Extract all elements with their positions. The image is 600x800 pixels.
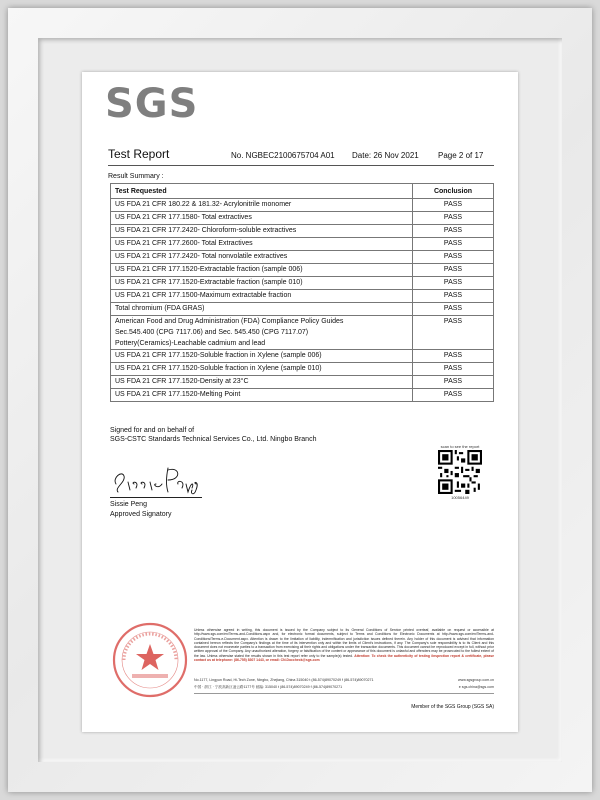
test-cell: US FDA 21 CFR 177.1520-Extractable fraction (sample 006) [111, 264, 413, 277]
sgs-logo: SGS [105, 81, 199, 127]
test-cell: US FDA 21 CFR 177.1520-Extractable fraction (sample 010) [111, 277, 413, 290]
test-cell: US FDA 21 CFR 177.1520-Density at 23°C [111, 376, 413, 389]
table-row [111, 225, 494, 238]
results-table [110, 183, 494, 402]
address-english [194, 678, 494, 682]
column-conclusion: Conclusion [413, 184, 494, 199]
signatory-block [110, 500, 171, 520]
conclusion-cell: PASS [413, 389, 494, 402]
conclusion-cell: PASS [413, 251, 494, 264]
signed-company: SGS-CSTC Standards Technical Services Co., Ltd. Ningbo Branch [110, 436, 317, 443]
test-cell: US FDA 21 CFR 177.1520-Soluble fraction in Xylene (sample 006) [111, 350, 413, 363]
conclusion-cell: PASS [413, 316, 494, 350]
report-number: No. NGBEC2100675704 A01 [231, 151, 335, 160]
test-cell: US FDA 21 CFR 177.2600- Total Extractives [111, 238, 413, 251]
table-row [111, 212, 494, 225]
conclusion-cell: PASS [413, 303, 494, 316]
report-title: Test Report [108, 147, 170, 161]
test-cell: US FDA 21 CFR 177.1500-Maximum extractable fraction [111, 290, 413, 303]
test-cell: US FDA 21 CFR 177.1520-Soluble fraction in Xylene (sample 010) [111, 363, 413, 376]
table-row [111, 350, 494, 363]
test-cell-multiline [111, 316, 413, 350]
table-row [111, 389, 494, 402]
conclusion-cell: PASS [413, 363, 494, 376]
conclusion-cell: PASS [413, 264, 494, 277]
footer-divider [194, 693, 494, 694]
conclusion-cell: PASS [413, 290, 494, 303]
test-cell: US FDA 21 CFR 180.22 & 181.32- Acrylonitrile monomer [111, 199, 413, 212]
table-header-row [111, 184, 494, 199]
terms-text: Unless otherwise agreed in writing, this document is issued by the Company subject to its General Conditions of Service printed overleaf, available on request or accessible at http://www.sgs.com/en/Terms-and-Conditions.aspx and, for electronic format documents, subject to Terms and Conditions for Electronic Documents at http://www.sgs.com/en/Terms-and-Conditions/Terms-e-Document.aspx. Attention is drawn to the limitation of liability, indemnification and jurisdiction issues defined therein. Any holder of this document is advised that information contained hereon reflects the Company's findings at the time of its intervention only and within the limits of Client's instructions, if any. The Company's sole responsibility is to its Client and this document does not exonerate parties to a transaction from exercising all their rights and obligations under the transaction documents. This document cannot be reproduced except in full, without prior written approval of the Company. Any unauthorized alteration, forgery or falsification of the content or appearance of this document is unlawful and offenders may be prosecuted to the fullest extent of the law. Unless otherwise stated the results shown in this test report refer only to the sample(s) tested. [194, 628, 494, 658]
conclusion-cell: PASS [413, 212, 494, 225]
test-cell: Total chromium (FDA GRAS) [111, 303, 413, 316]
conclusion-cell: PASS [413, 277, 494, 290]
member-statement: Member of the SGS Group (SGS SA) [411, 704, 494, 710]
qr-code-icon[interactable] [438, 450, 482, 494]
address-zh-text: 中国 · 浙江 · 宁波高新区凌云路1177号 邮编: 315040 t (86-574)89070249 f (86-574)89070271 [194, 685, 343, 689]
test-line: Pottery(Ceramics)-Leachable cadmium and lead [115, 340, 266, 347]
test-cell: US FDA 21 CFR 177.1520-Melting Point [111, 389, 413, 402]
conclusion-cell: PASS [413, 225, 494, 238]
table-row [111, 251, 494, 264]
handwritten-signature [110, 462, 200, 496]
table-row [111, 277, 494, 290]
authenticity-notice: Attention: To check the authenticity of testing /inspection report & certificate, please contact us at telephone: (86-755) 8307 1443, or email: CN.Doccheck@sgs.com [194, 653, 494, 663]
conclusion-cell: PASS [413, 238, 494, 251]
conclusion-cell: PASS [413, 350, 494, 363]
test-line: American Food and Drug Administration (FDA) Compliance Policy Guides [115, 318, 344, 325]
company-seal-stamp [110, 620, 190, 700]
test-cell: US FDA 21 CFR 177.2420- Chloroform-soluble extractives [111, 225, 413, 238]
result-summary-label: Result Summary : [108, 173, 164, 180]
table-row [111, 363, 494, 376]
conclusion-cell: PASS [413, 376, 494, 389]
test-cell: US FDA 21 CFR 177.2420- Total nonvolatile extractives [111, 251, 413, 264]
report-page [82, 72, 518, 732]
website: www.sgsgroup.com.cn [458, 678, 494, 682]
report-date: Date: 26 Nov 2021 [352, 151, 419, 160]
table-row [111, 264, 494, 277]
test-cell: US FDA 21 CFR 177.1580- Total extractives [111, 212, 413, 225]
email: e sgs.china@sgs.com [458, 685, 494, 689]
signature-line [110, 497, 202, 498]
qr-caption: scan to see the report [440, 444, 480, 449]
table-row [111, 316, 494, 350]
address-chinese [194, 685, 494, 690]
table-row [111, 303, 494, 316]
table-row [111, 199, 494, 212]
signed-for-block [110, 426, 316, 444]
test-line: Sec.545.400 (CPG 7117.06) and Sec. 545.450 (CPG 7117.07) [115, 329, 309, 336]
signatory-name: Sissie Peng [110, 501, 147, 508]
qr-id: 10056449 [451, 495, 469, 500]
qr-block [438, 444, 482, 500]
header-divider [108, 165, 494, 166]
terms-fine-print [194, 628, 494, 662]
conclusion-cell: PASS [413, 199, 494, 212]
page-number: Page 2 of 17 [438, 151, 484, 160]
signatory-title: Approved Signatory [110, 511, 172, 518]
address-en-text: No.1177, Lingyun Road, Hi-Tech Zone, Ningbo, Zhejiang, China 315040 t (86-574)89070249 f (86-574)89070271 [194, 678, 374, 682]
table-row [111, 290, 494, 303]
column-test-requested: Test Requested [111, 184, 413, 199]
table-row [111, 238, 494, 251]
signed-for-label: Signed for and on behalf of [110, 427, 195, 434]
table-row [111, 376, 494, 389]
